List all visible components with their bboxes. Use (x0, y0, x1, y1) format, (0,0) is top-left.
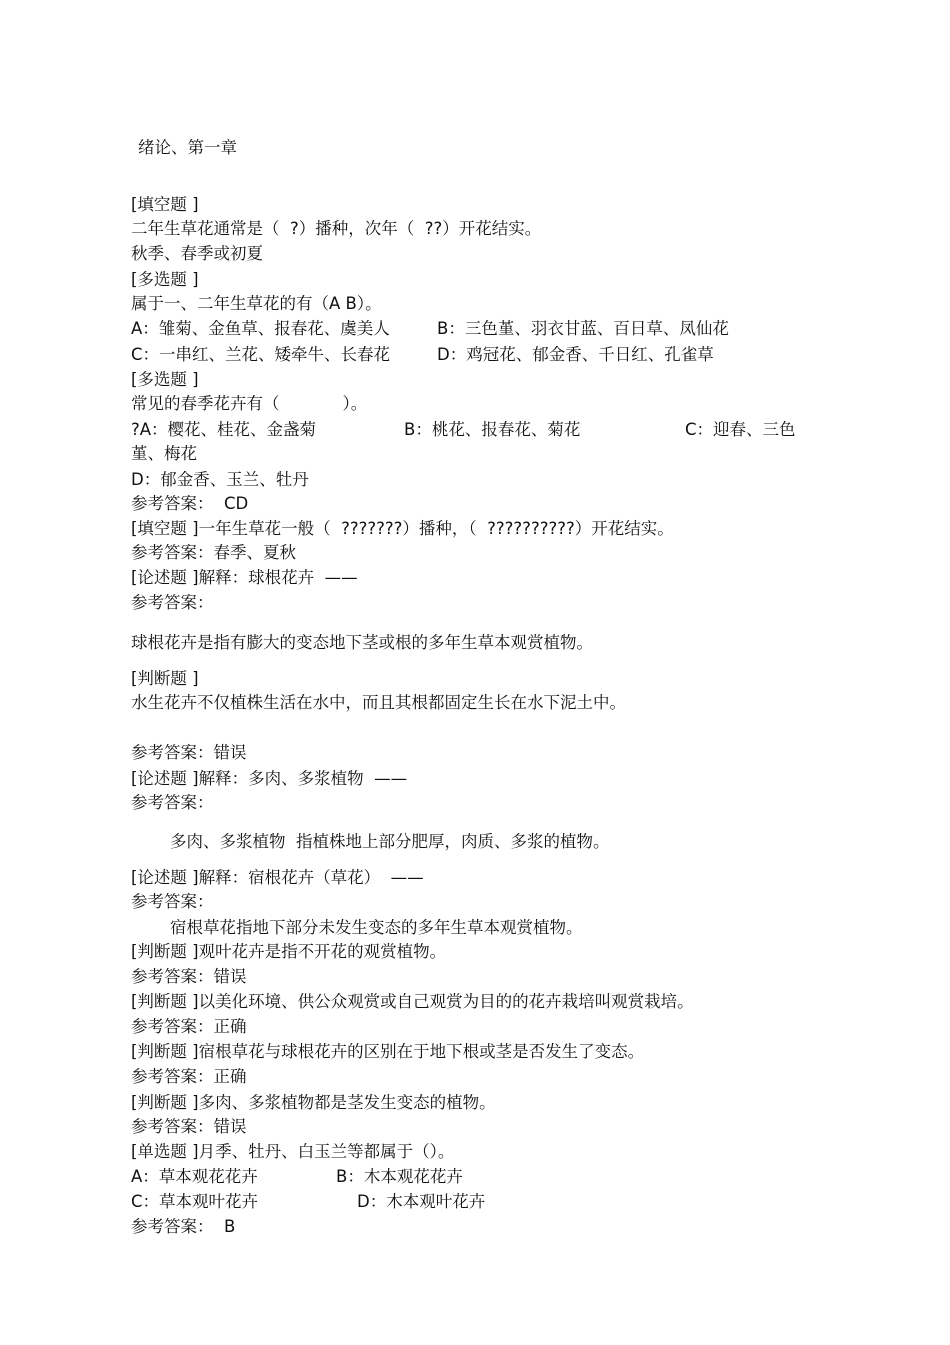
q4-stem: [填空题 ]一年生草花一般（ ???????）播种，（ ??????????）开花结实。 (131, 519, 674, 538)
q5-answer: 球根花卉是指有膨大的变态地下茎或根的多年生草本观赏植物。 (131, 633, 593, 652)
q7-answer: 多肉、多浆植物 指植株地上部分肥厚，肉质、多浆的植物。 (170, 832, 610, 851)
q2-type: [多选题 ] (131, 270, 199, 289)
q13-answer: 参考答案： B (131, 1217, 236, 1236)
q10-answer: 参考答案：正确 (131, 1017, 247, 1036)
chapter-title: 绪论、第一章 (138, 138, 237, 157)
q3-option-c-cont: 堇、梅花 (131, 444, 197, 463)
q9-answer: 参考答案：错误 (131, 967, 247, 986)
q3-option-c: C：迎春、三色 (685, 420, 796, 439)
q7-answer-label: 参考答案： (131, 793, 214, 812)
q10-stem: [判断题 ]以美化环境、供公众观赏或自己观赏为目的的花卉栽培叫观赏栽培。 (131, 992, 694, 1011)
q13-option-c: C：草本观叶花卉 (131, 1192, 259, 1211)
q6-answer: 参考答案：错误 (131, 743, 247, 762)
q2-option-c: C：一串红、兰花、矮牵牛、长春花 (131, 345, 391, 364)
q9-stem: [判断题 ]观叶花卉是指不开花的观赏植物。 (131, 942, 447, 961)
q7-stem: [论述题 ]解释：多肉、多浆植物 —— (131, 769, 408, 788)
q13-stem: [单选题 ]月季、牡丹、白玉兰等都属于（）。 (131, 1142, 455, 1161)
q8-answer: 宿根草花指地下部分未发生变态的多年生草本观赏植物。 (170, 918, 583, 937)
q1-answer: 秋季、春季或初夏 (131, 244, 263, 263)
q1-type: [填空题 ] (131, 195, 199, 214)
q13-option-a: A：草本观花花卉 (131, 1167, 258, 1186)
q6-stem: 水生花卉不仅植株生活在水中，而且其根都固定生长在水下泥土中。 (131, 693, 626, 712)
q2-stem: 属于一、二年生草花的有（A B）。 (131, 294, 382, 313)
q6-type: [判断题 ] (131, 669, 199, 688)
q3-type: [多选题 ] (131, 370, 199, 389)
q2-option-a: A：雏菊、金鱼草、报春花、虞美人 (131, 319, 390, 338)
q13-option-b: B：木本观花花卉 (336, 1167, 463, 1186)
q8-answer-label: 参考答案： (131, 892, 214, 911)
q11-answer: 参考答案：正确 (131, 1067, 247, 1086)
q13-option-d: D：木本观叶花卉 (357, 1192, 486, 1211)
q3-answer: 参考答案： CD (131, 494, 249, 513)
q3-option-a: ?A：樱花、桂花、金盏菊 (131, 420, 317, 439)
q8-stem: [论述题 ]解释：宿根花卉（草花） —— (131, 868, 424, 887)
q3-stem: 常见的春季花卉有（ ）。 (131, 394, 368, 413)
q12-answer: 参考答案：错误 (131, 1117, 247, 1136)
q11-stem: [判断题 ]宿根草花与球根花卉的区别在于地下根或茎是否发生了变态。 (131, 1042, 645, 1061)
q12-stem: [判断题 ]多肉、多浆植物都是茎发生变态的植物。 (131, 1093, 496, 1112)
q1-stem: 二年生草花通常是（ ?）播种，次年（ ??）开花结实。 (131, 219, 542, 238)
q2-option-d: D：鸡冠花、郁金香、千日红、孔雀草 (437, 345, 714, 364)
q4-answer: 参考答案：春季、夏秋 (131, 543, 296, 562)
q3-option-b: B：桃花、报春花、菊花 (404, 420, 581, 439)
q5-answer-label: 参考答案： (131, 593, 214, 612)
q2-option-b: B：三色堇、羽衣甘蓝、百日草、凤仙花 (437, 319, 729, 338)
q5-stem: [论述题 ]解释：球根花卉 —— (131, 568, 358, 587)
q3-option-d: D：郁金香、玉兰、牡丹 (131, 470, 309, 489)
